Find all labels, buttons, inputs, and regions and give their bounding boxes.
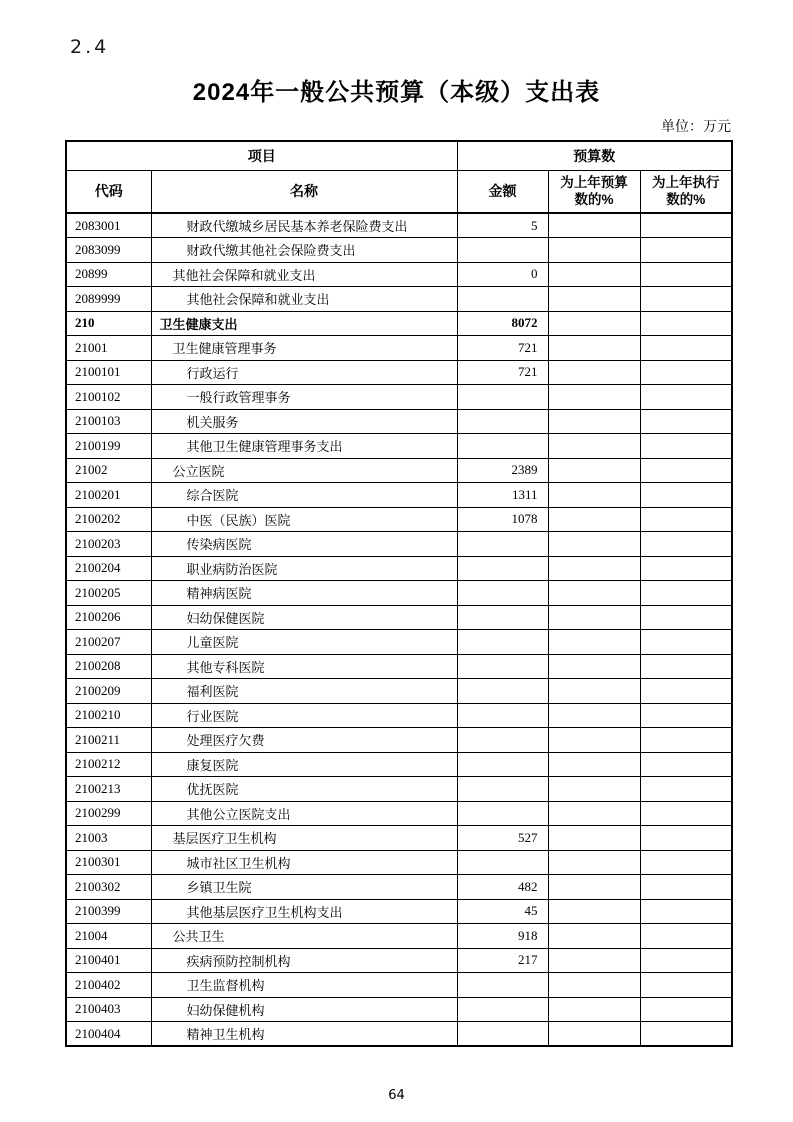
name-cell: 卫生健康管理事务 [151,336,457,361]
pct-prev-budget-cell [548,801,640,826]
pct-prev-budget-cell [548,703,640,728]
amount-cell [457,654,548,679]
table-row [66,850,732,875]
table-row [66,654,732,679]
code-cell: 2100205 [66,581,151,606]
table-row [66,1022,732,1047]
code-cell: 2100399 [66,899,151,924]
pct-prev-exec-cell [640,581,732,606]
amount-cell [457,703,548,728]
amount-cell: 1078 [457,507,548,532]
table-row [66,752,732,777]
table-row [66,238,732,263]
pct-prev-budget-cell [548,507,640,532]
pct-prev-budget-cell [548,360,640,385]
pct-prev-exec-cell [640,532,732,557]
amount-cell: 0 [457,262,548,287]
pct-prev-exec-cell [640,630,732,655]
name-cell: 基层医疗卫生机构 [151,826,457,851]
pct-prev-exec-cell [640,703,732,728]
table-body [66,213,732,1046]
code-cell: 2100213 [66,777,151,802]
pct-prev-budget-cell [548,262,640,287]
name-cell: 处理医疗欠费 [151,728,457,753]
pct-prev-exec-cell [640,679,732,704]
pct-prev-budget-cell [548,409,640,434]
amount-cell [457,287,548,312]
pct-prev-budget-cell [548,385,640,410]
table-row [66,434,732,459]
pct-prev-exec-cell [640,287,732,312]
pct-prev-budget-cell [548,997,640,1022]
code-cell: 2100204 [66,556,151,581]
table-row [66,409,732,434]
name-cell: 康复医院 [151,752,457,777]
pct-prev-budget-cell [548,875,640,900]
amount-cell [457,605,548,630]
pct-prev-budget-cell [548,311,640,336]
code-cell: 2083099 [66,238,151,263]
table-row [66,630,732,655]
table-row [66,336,732,361]
header-pct-prev-budget: 为上年预算数的% [548,170,640,213]
pct-prev-budget-cell [548,434,640,459]
header-budget-group: 预算数 [457,141,732,170]
code-cell: 2100299 [66,801,151,826]
code-cell: 2100404 [66,1022,151,1047]
page-title: 2024年一般公共预算（本级）支出表 [192,79,601,106]
amount-cell [457,238,548,263]
header-sub-row [66,170,732,213]
table-row [66,777,732,802]
name-cell: 其他社会保障和就业支出 [151,262,457,287]
amount-cell [457,801,548,826]
name-cell: 妇幼保健机构 [151,997,457,1022]
name-cell: 优抚医院 [151,777,457,802]
amount-cell [457,973,548,998]
amount-cell [457,728,548,753]
pct-prev-exec-cell [640,728,732,753]
amount-cell [457,679,548,704]
code-cell: 2100199 [66,434,151,459]
name-cell: 卫生健康支出 [151,311,457,336]
pct-prev-budget-cell [548,213,640,238]
code-cell: 2100202 [66,507,151,532]
code-cell: 2100203 [66,532,151,557]
pct-prev-exec-cell [640,924,732,949]
pct-prev-budget-cell [548,532,640,557]
table-row [66,703,732,728]
amount-cell: 918 [457,924,548,949]
amount-cell: 721 [457,360,548,385]
pct-prev-exec-cell [640,483,732,508]
pct-prev-budget-cell [548,826,640,851]
amount-cell [457,556,548,581]
name-cell: 妇幼保健医院 [151,605,457,630]
table-row [66,507,732,532]
header-name: 名称 [151,170,457,213]
name-cell: 城市社区卫生机构 [151,850,457,875]
pct-prev-exec-cell [640,605,732,630]
table-row [66,948,732,973]
code-cell: 21004 [66,924,151,949]
pct-prev-exec-cell [640,409,732,434]
pct-prev-exec-cell [640,458,732,483]
pct-prev-budget-cell [548,752,640,777]
code-cell: 2100401 [66,948,151,973]
code-cell: 2100101 [66,360,151,385]
table-row [66,556,732,581]
pct-prev-budget-cell [548,238,640,263]
amount-cell [457,997,548,1022]
section-number: 2.4 [70,36,110,58]
amount-cell: 8072 [457,311,548,336]
pct-prev-budget-cell [548,458,640,483]
name-cell: 其他卫生健康管理事务支出 [151,434,457,459]
unit-label: 单位：万元 [661,120,731,135]
pct-prev-budget-cell [548,630,640,655]
header-project-group: 项目 [66,141,457,170]
name-cell: 乡镇卫生院 [151,875,457,900]
amount-cell [457,434,548,459]
table-row [66,924,732,949]
pct-prev-exec-cell [640,948,732,973]
code-cell: 2100302 [66,875,151,900]
table-row [66,385,732,410]
amount-cell [457,532,548,557]
name-cell: 疾病预防控制机构 [151,948,457,973]
code-cell: 2100210 [66,703,151,728]
table-row [66,287,732,312]
name-cell: 福利医院 [151,679,457,704]
amount-cell: 527 [457,826,548,851]
amount-cell: 45 [457,899,548,924]
name-cell: 行业医院 [151,703,457,728]
amount-cell: 482 [457,875,548,900]
code-cell: 2100207 [66,630,151,655]
code-cell: 2100209 [66,679,151,704]
code-cell: 2100403 [66,997,151,1022]
code-cell: 2100103 [66,409,151,434]
pct-prev-exec-cell [640,801,732,826]
pct-prev-exec-cell [640,654,732,679]
pct-prev-exec-cell [640,556,732,581]
table-row [66,997,732,1022]
code-cell: 2100402 [66,973,151,998]
pct-prev-exec-cell [640,899,732,924]
name-cell: 其他社会保障和就业支出 [151,287,457,312]
pct-prev-budget-cell [548,679,640,704]
pct-prev-exec-cell [640,262,732,287]
pct-prev-budget-cell [548,483,640,508]
table-row [66,532,732,557]
name-cell: 精神卫生机构 [151,1022,457,1047]
pct-prev-exec-cell [640,213,732,238]
amount-cell [457,409,548,434]
name-cell: 其他公立医院支出 [151,801,457,826]
pct-prev-budget-cell [548,605,640,630]
pct-prev-budget-cell [548,728,640,753]
page-number: 64 [388,1088,405,1103]
header-pct-prev-exec: 为上年执行数的% [640,170,732,213]
name-cell: 财政代缴城乡居民基本养老保险费支出 [151,213,457,238]
name-cell: 公立医院 [151,458,457,483]
pct-prev-budget-cell [548,1022,640,1047]
code-cell: 2100208 [66,654,151,679]
header-code: 代码 [66,170,151,213]
table-row [66,262,732,287]
name-cell: 财政代缴其他社会保险费支出 [151,238,457,263]
code-cell: 2100201 [66,483,151,508]
pct-prev-exec-cell [640,336,732,361]
code-cell: 2100206 [66,605,151,630]
pct-prev-exec-cell [640,826,732,851]
table-row [66,973,732,998]
amount-cell: 721 [457,336,548,361]
table-header [66,141,732,213]
code-cell: 21002 [66,458,151,483]
pct-prev-exec-cell [640,752,732,777]
name-cell: 中医（民族）医院 [151,507,457,532]
table-row [66,899,732,924]
table-row [66,483,732,508]
amount-cell: 2389 [457,458,548,483]
amount-cell: 217 [457,948,548,973]
pct-prev-exec-cell [640,875,732,900]
pct-prev-exec-cell [640,507,732,532]
table-row [66,801,732,826]
table-row [66,679,732,704]
pct-prev-budget-cell [548,287,640,312]
code-cell: 2100301 [66,850,151,875]
table-row [66,826,732,851]
name-cell: 卫生监督机构 [151,973,457,998]
amount-cell [457,1022,548,1047]
table-row [66,581,732,606]
table-row [66,728,732,753]
pct-prev-exec-cell [640,973,732,998]
amount-cell: 5 [457,213,548,238]
name-cell: 其他基层医疗卫生机构支出 [151,899,457,924]
pct-prev-exec-cell [640,311,732,336]
table-row [66,360,732,385]
code-cell: 2100211 [66,728,151,753]
pct-prev-budget-cell [548,336,640,361]
code-cell: 210 [66,311,151,336]
pct-prev-budget-cell [548,850,640,875]
pct-prev-budget-cell [548,654,640,679]
code-cell: 21001 [66,336,151,361]
code-cell: 20899 [66,262,151,287]
pct-prev-exec-cell [640,777,732,802]
table-row [66,213,732,238]
table-row [66,458,732,483]
amount-cell [457,385,548,410]
pct-prev-budget-cell [548,924,640,949]
amount-cell [457,752,548,777]
pct-prev-budget-cell [548,948,640,973]
amount-cell [457,581,548,606]
code-cell: 2100102 [66,385,151,410]
table-row [66,875,732,900]
name-cell: 一般行政管理事务 [151,385,457,410]
pct-prev-exec-cell [640,360,732,385]
pct-prev-budget-cell [548,556,640,581]
pct-prev-exec-cell [640,850,732,875]
pct-prev-budget-cell [548,899,640,924]
code-cell: 2100212 [66,752,151,777]
name-cell: 综合医院 [151,483,457,508]
name-cell: 机关服务 [151,409,457,434]
name-cell: 儿童医院 [151,630,457,655]
pct-prev-exec-cell [640,997,732,1022]
name-cell: 精神病医院 [151,581,457,606]
table-row [66,311,732,336]
code-cell: 2083001 [66,213,151,238]
pct-prev-budget-cell [548,581,640,606]
name-cell: 公共卫生 [151,924,457,949]
header-group-row [66,141,732,170]
table-row [66,605,732,630]
amount-cell: 1311 [457,483,548,508]
header-amount: 金额 [457,170,548,213]
name-cell: 传染病医院 [151,532,457,557]
pct-prev-exec-cell [640,434,732,459]
pct-prev-exec-cell [640,238,732,263]
code-cell: 2089999 [66,287,151,312]
amount-cell [457,630,548,655]
pct-prev-budget-cell [548,973,640,998]
amount-cell [457,777,548,802]
pct-prev-exec-cell [640,385,732,410]
name-cell: 职业病防治医院 [151,556,457,581]
budget-table [65,140,733,1047]
code-cell: 21003 [66,826,151,851]
pct-prev-budget-cell [548,777,640,802]
name-cell: 行政运行 [151,360,457,385]
pct-prev-exec-cell [640,1022,732,1047]
name-cell: 其他专科医院 [151,654,457,679]
amount-cell [457,850,548,875]
